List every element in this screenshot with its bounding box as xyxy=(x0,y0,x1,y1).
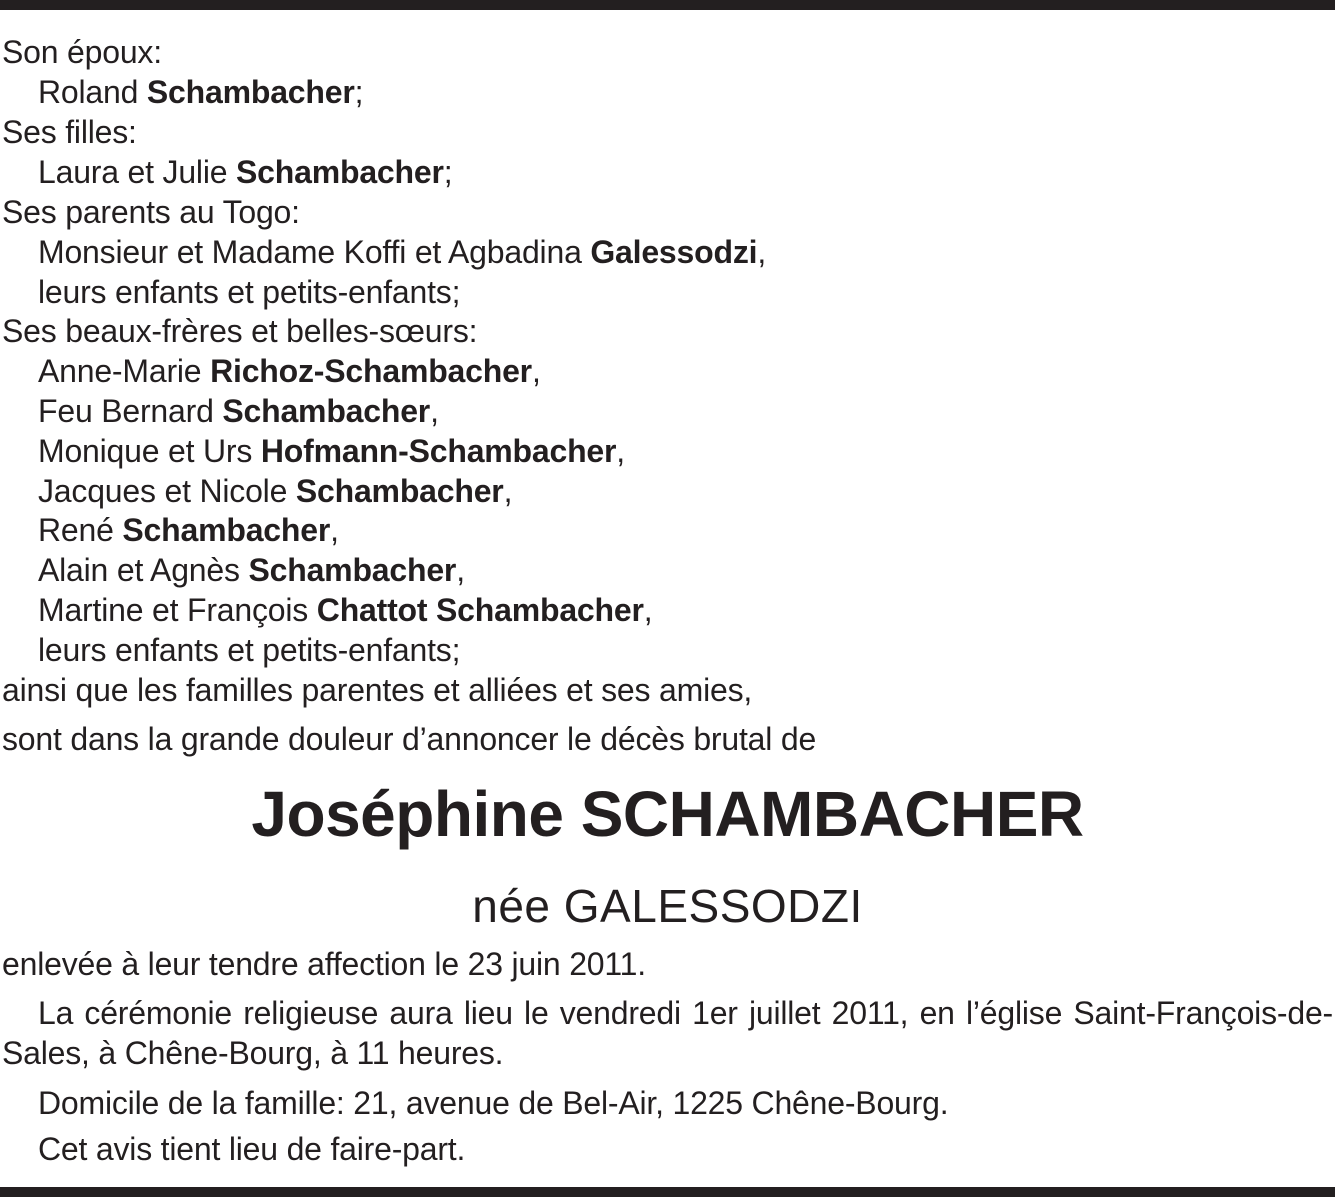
date-line: enlevée à leur tendre affection le 23 juin 2011. xyxy=(2,946,646,982)
family-line: Jacques et Nicole Schambacher, xyxy=(38,473,513,509)
family-line: Monique et Urs Hofmann-Schambacher, xyxy=(38,433,625,469)
family-line: Martine et François Chattot Schambacher, xyxy=(38,592,653,628)
family-line: Anne-Marie Richoz-Schambacher, xyxy=(38,353,541,389)
family-line: Ses parents au Togo: xyxy=(2,194,300,230)
top-border-rule xyxy=(0,0,1335,10)
announcement-line: sont dans la grande douleur d’annoncer le décès brutal de xyxy=(2,721,817,757)
domicile-line: Domicile de la famille: 21, avenue de Bel-Air, 1225 Chêne-Bourg. xyxy=(38,1085,949,1121)
family-line: Roland Schambacher; xyxy=(38,74,364,110)
closing-line: Cet avis tient lieu de faire-part. xyxy=(38,1131,466,1167)
ceremony-paragraph: La cérémonie religieuse aura lieu le vendredi 1er juillet 2011, en l’église Saint-François-de-Sales, à Chêne-Bourg, à 11 heures. xyxy=(2,995,1333,1071)
family-line: Ses filles: xyxy=(2,114,137,150)
family-line: leurs enfants et petits-enfants; xyxy=(38,632,461,668)
family-line: Laura et Julie Schambacher; xyxy=(38,154,453,190)
deceased-name: Joséphine SCHAMBACHER xyxy=(251,778,1084,850)
maiden-name: née GALESSODZI xyxy=(472,880,863,932)
family-line: Son époux: xyxy=(2,34,162,70)
family-line: Feu Bernard Schambacher, xyxy=(38,393,439,429)
bottom-border-rule xyxy=(0,1187,1335,1197)
family-line: Monsieur et Madame Koffi et Agbadina Galessodzi, xyxy=(38,234,767,270)
family-line: leurs enfants et petits-enfants; xyxy=(38,274,461,310)
family-line: Alain et Agnès Schambacher, xyxy=(38,552,465,588)
family-line: René Schambacher, xyxy=(38,512,339,548)
family-line: ainsi que les familles parentes et alliées et ses amies, xyxy=(2,672,753,708)
family-line: Ses beaux-frères et belles-sœurs: xyxy=(2,313,478,349)
